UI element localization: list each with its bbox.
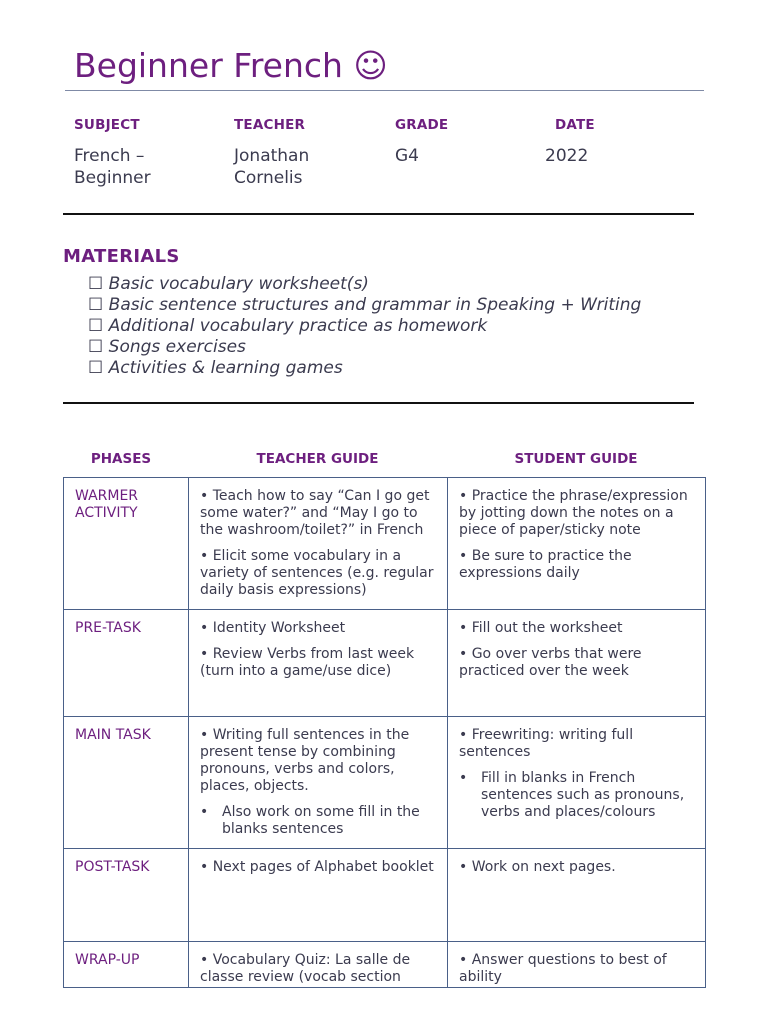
lesson-plan-table xyxy=(63,477,706,988)
materials-item: ☐ Activities & learning games xyxy=(88,358,343,378)
materials-heading: MATERIALS xyxy=(63,246,180,267)
materials-item: ☐ Songs exercises xyxy=(88,337,246,357)
checkbox-icon: ☐ xyxy=(88,358,104,378)
table-row xyxy=(64,849,706,942)
date-label: DATE xyxy=(555,117,595,133)
table-row xyxy=(64,942,706,988)
teacher-guide-cell: • Identity Worksheet • Review Verbs from last week (turn into a game/use dice) xyxy=(189,610,448,717)
phase-cell: MAIN TASK xyxy=(64,717,189,849)
section-divider xyxy=(63,213,694,215)
grade-field xyxy=(395,117,515,167)
column-header-phases: PHASES xyxy=(90,451,152,467)
section-divider xyxy=(63,402,694,404)
date-field xyxy=(545,117,665,167)
student-guide-cell: • Freewriting: writing full sentences • Fill in blanks in French sentences such as pronouns, verbs and places/colours xyxy=(448,717,706,849)
teacher-label: TEACHER xyxy=(234,117,306,133)
phase-cell: WRAP-UP xyxy=(64,942,189,988)
materials-item: ☐ Additional vocabulary practice as homework xyxy=(88,316,488,336)
phase-cell: PRE-TASK xyxy=(64,610,189,717)
phase-cell: POST-TASK xyxy=(64,849,189,942)
title-divider xyxy=(65,90,704,91)
bullet-icon: • xyxy=(200,804,209,820)
page-title: Beginner French ☺ xyxy=(74,46,388,85)
subject-value: French – Beginner xyxy=(74,146,151,188)
student-guide-cell: • Work on next pages. xyxy=(448,849,706,942)
student-guide-cell: • Answer questions to best of ability xyxy=(448,942,706,988)
teacher-guide-cell: • Vocabulary Quiz: La salle de classe review (vocab section xyxy=(189,942,448,988)
materials-list xyxy=(88,274,641,379)
checkbox-icon: ☐ xyxy=(88,274,104,294)
grade-label: GRADE xyxy=(395,117,449,133)
teacher-guide-cell: • Writing full sentences in the present tense by combining pronouns, verbs and colors, places, objects. • Also work on some fill in the blanks sentences xyxy=(189,717,448,849)
column-header-teacher-guide: TEACHER GUIDE xyxy=(256,451,379,467)
grade-value: G4 xyxy=(395,146,419,166)
subject-label: SUBJECT xyxy=(74,117,140,133)
bullet-icon: • xyxy=(459,770,468,786)
teacher-value: Jonathan Cornelis xyxy=(234,146,310,188)
student-guide-cell: • Practice the phrase/expression by jotting down the notes on a piece of paper/sticky note • Be sure to practice the expressions daily xyxy=(448,478,706,610)
teacher-field xyxy=(234,117,364,189)
date-value: 2022 xyxy=(545,146,589,166)
checkbox-icon: ☐ xyxy=(88,316,104,336)
student-guide-cell: • Fill out the worksheet • Go over verbs that were practiced over the week xyxy=(448,610,706,717)
checkbox-icon: ☐ xyxy=(88,295,104,315)
table-row xyxy=(64,610,706,717)
checkbox-icon: ☐ xyxy=(88,337,104,357)
phase-cell: WARMER ACTIVITY xyxy=(64,478,189,610)
column-header-student-guide: STUDENT GUIDE xyxy=(514,451,638,467)
subject-field xyxy=(74,117,204,189)
materials-item: ☐ Basic vocabulary worksheet(s) xyxy=(88,274,369,294)
table-row xyxy=(64,717,706,849)
teacher-guide-cell: • Next pages of Alphabet booklet xyxy=(189,849,448,942)
materials-item: ☐ Basic sentence structures and grammar in Speaking + Writing xyxy=(88,295,642,315)
table-row xyxy=(64,478,706,610)
teacher-guide-cell: • Teach how to say “Can I go get some water?” and “May I go to the washroom/toilet?” in French • Elicit some vocabulary in a variety of sentences (e.g. regular daily basis expressions) xyxy=(189,478,448,610)
